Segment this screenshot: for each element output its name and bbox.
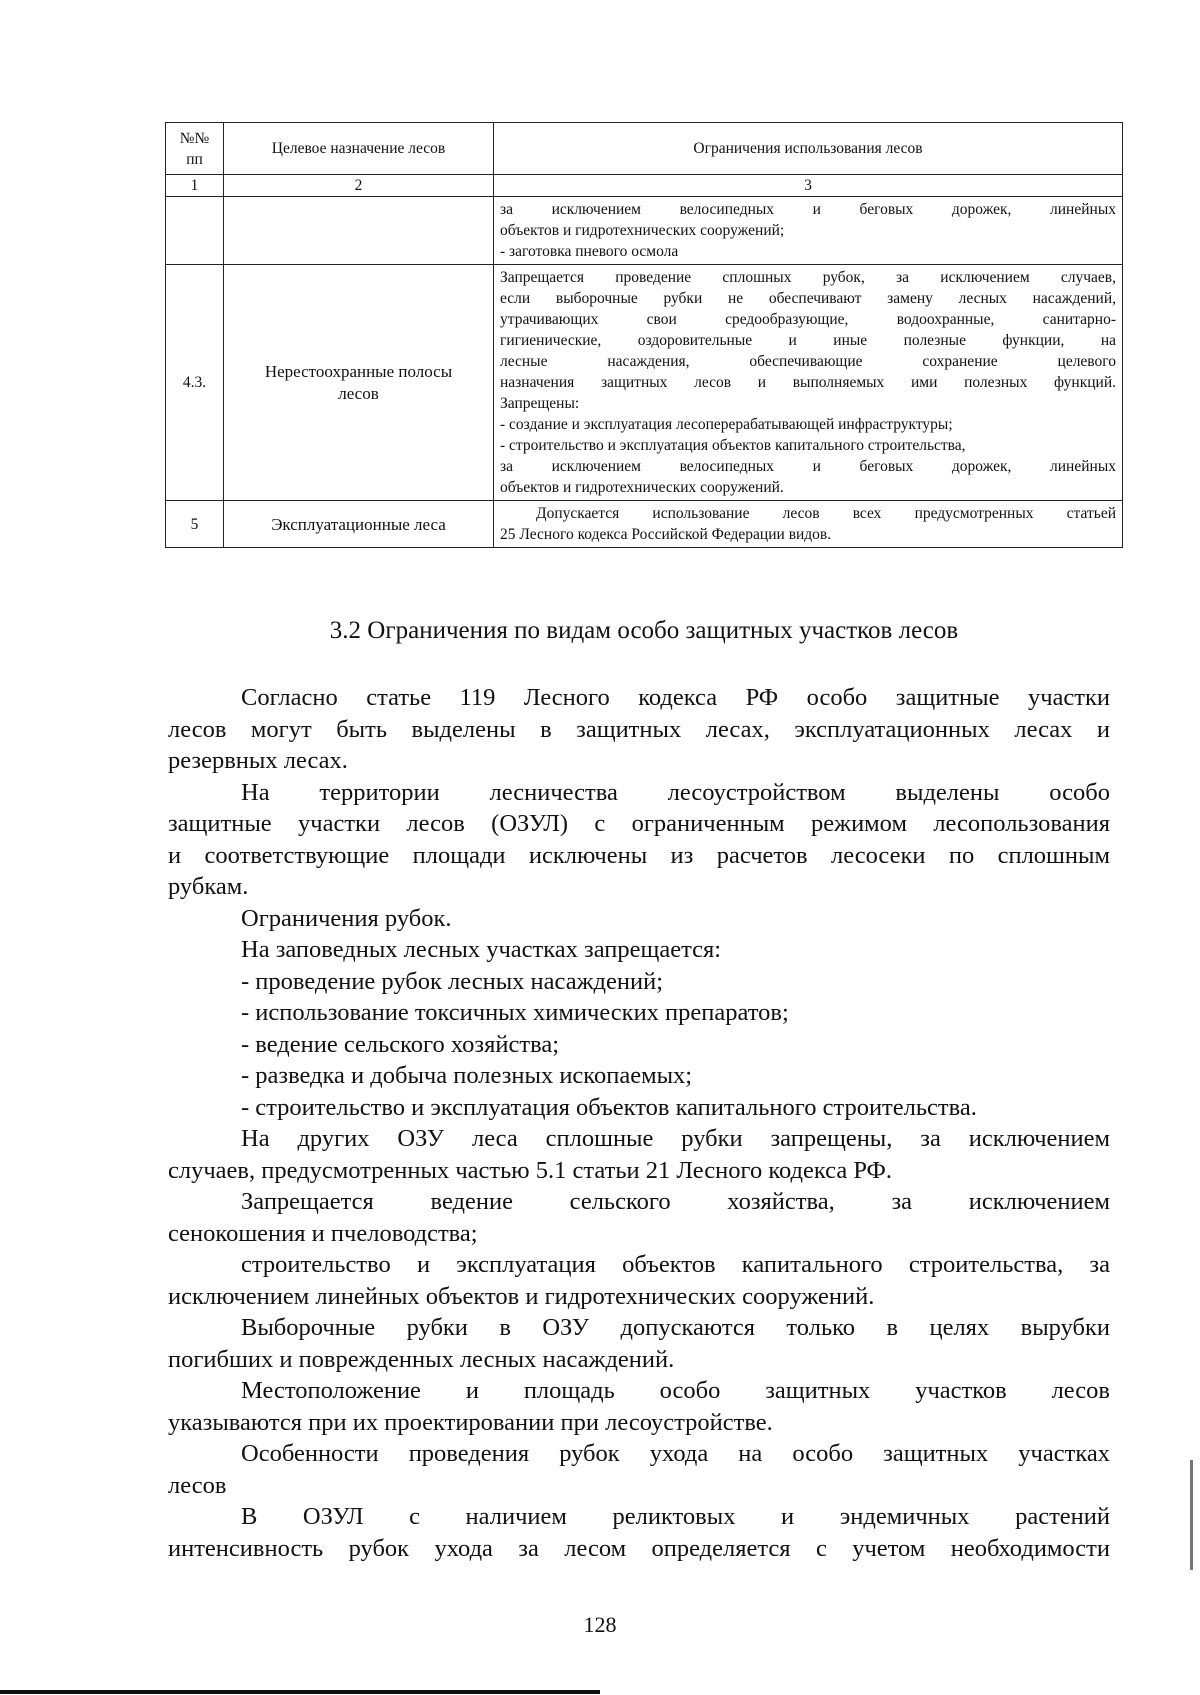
- list-item: - проведение рубок лесных насаждений;: [241, 967, 664, 995]
- limits-line: гигиенические, оздоровительные и иные полезные функции, на: [500, 332, 1116, 349]
- limits-line: - строительство и эксплуатация объектов капитального строительства,: [500, 437, 966, 454]
- text-line: Выборочные рубки в ОЗУ допускаются только в целях вырубки: [241, 1314, 1110, 1341]
- limits-line: если выборочные рубки не обеспечивают замену лесных насаждений,: [500, 290, 1116, 307]
- text-line: Местоположение и площадь особо защитных участков лесов: [241, 1377, 1110, 1404]
- limits-line: - заготовка пневого осмола: [500, 243, 679, 260]
- limits-line: объектов и гидротехнических сооружений.: [500, 479, 784, 496]
- header-num-line2: пп: [186, 150, 203, 168]
- text-line: рубкам.: [168, 873, 249, 900]
- scan-margin-mark: [1190, 1460, 1193, 1570]
- paragraph: [168, 682, 1110, 777]
- table-row: [166, 501, 1123, 548]
- text-line: интенсивность рубок ухода за лесом определяется с учетом необходимости: [168, 1534, 1110, 1562]
- limits-line: назначения защитных лесов и выполняемых ими полезных функций.: [500, 374, 1116, 391]
- paragraph: [168, 1312, 1110, 1375]
- limits-line: за исключением велосипедных и беговых дорожек, линейных: [500, 201, 1116, 218]
- text-line: Особенности проведения рубок ухода на особо защитных участках: [241, 1440, 1110, 1467]
- row-num-cell: [166, 197, 224, 265]
- list-item: - ведение сельского хозяйства;: [241, 1030, 559, 1058]
- row-num-cell: 4.3.: [166, 265, 224, 501]
- row-purpose-cell: Эксплуатационные леса: [224, 501, 494, 548]
- text-line: На заповедных лесных участках запрещается:: [241, 936, 722, 963]
- row-limits-cell: [494, 501, 1123, 548]
- body-text: [168, 682, 1110, 1564]
- text-line: На территории лесничества лесоустройством выделены особо: [241, 778, 1110, 806]
- list-item: - строительство и эксплуатация объектов капитального строительства.: [241, 1093, 977, 1121]
- row-purpose-cell: Нерестоохранные полосы лесов: [224, 265, 494, 501]
- limits-line: объектов и гидротехнических сооружений;: [500, 222, 785, 239]
- limits-line: лесные насаждения, обеспечивающие сохранение целевого: [500, 353, 1116, 370]
- limits-line: за исключением велосипедных и беговых дорожек, линейных: [500, 458, 1116, 475]
- column-number-row: [166, 175, 1123, 197]
- paragraph: [168, 1501, 1110, 1564]
- row-limits-cell: [494, 197, 1123, 265]
- text-line: лесов могут быть выделены в защитных лесах, эксплуатационных лесах и: [168, 715, 1110, 743]
- paragraph: [168, 1438, 1110, 1501]
- limits-line: - создание и эксплуатация лесоперерабатывающей инфраструктуры;: [500, 416, 953, 433]
- page-number: 128: [583, 1612, 617, 1637]
- header-purpose: Целевое назначение лесов: [224, 123, 494, 175]
- text-line: Запрещается ведение сельского хозяйства, за исключением: [241, 1188, 1110, 1215]
- header-num: [166, 123, 224, 175]
- row-purpose-cell: [224, 197, 494, 265]
- paragraph: [168, 903, 1110, 935]
- text-line: и соответствующие площади исключены из расчетов лесосеки по сплошным: [168, 841, 1110, 869]
- text-line: резервных лесах.: [168, 747, 348, 774]
- limits-line: Запрещены:: [500, 395, 580, 412]
- paragraph: [168, 934, 1110, 966]
- paragraph: [168, 777, 1110, 903]
- scan-bottom-edge: [0, 1690, 600, 1694]
- table-header-row: [166, 123, 1123, 175]
- text-line: сенокошения и пчеловодства;: [168, 1219, 478, 1247]
- paragraph: [168, 1375, 1110, 1438]
- text-line: защитные участки лесов (ОЗУЛ) с ограниченным режимом лесопользования: [168, 810, 1110, 837]
- paragraph: [168, 1249, 1110, 1312]
- bullet-list: [168, 966, 1110, 1124]
- table-row: [166, 265, 1123, 501]
- text-line: строительство и эксплуатация объектов капитального строительства, за: [241, 1251, 1110, 1278]
- table-row: [166, 197, 1123, 265]
- text-line: указываются при их проектировании при лесоустройстве.: [168, 1408, 773, 1436]
- text-line: На других ОЗУ леса сплошные рубки запрещены, за исключением: [241, 1125, 1110, 1152]
- list-item: - разведка и добыча полезных ископаемых;: [241, 1062, 693, 1089]
- text-line: Согласно статье 119 Лесного кодекса РФ особо защитные участки: [241, 684, 1110, 711]
- text-line: погибших и поврежденных лесных насаждений.: [168, 1345, 675, 1373]
- limits-line: Запрещается проведение сплошных рубок, за исключением случаев,: [500, 269, 1116, 286]
- column-number-1: 1: [166, 175, 224, 197]
- limits-line: 25 Лесного кодекса Российской Федерации видов.: [500, 526, 832, 543]
- limits-line: Допускается использование лесов всех предусмотренных статьей: [536, 505, 1116, 522]
- row-limits-cell: [494, 265, 1123, 501]
- column-number-2: 2: [224, 175, 494, 197]
- limits-line: утрачивающих свои средообразующие, водоохранные, санитарно-: [500, 311, 1116, 328]
- list-item: - использование токсичных химических препаратов;: [241, 999, 789, 1026]
- text-line: В ОЗУЛ с наличием реликтовых и эндемичных растений: [241, 1503, 1110, 1530]
- paragraph: [168, 1123, 1110, 1186]
- column-number-3: 3: [494, 175, 1123, 197]
- text-line: исключением линейных объектов и гидротехнических сооружений.: [168, 1282, 875, 1310]
- paragraph: [168, 1186, 1110, 1249]
- header-limits: Ограничения использования лесов: [494, 123, 1123, 175]
- section-heading: 3.2 Ограничения по видам особо защитных участков лесов: [329, 617, 959, 644]
- text-line: Ограничения рубок.: [241, 904, 452, 932]
- header-num-line1: №№: [179, 129, 210, 147]
- forest-use-limits-table: [165, 122, 1123, 548]
- row-num-cell: 5: [166, 501, 224, 548]
- text-line: лесов: [168, 1471, 227, 1499]
- text-line: случаев, предусмотренных частью 5.1 статьи 21 Лесного кодекса РФ.: [168, 1156, 893, 1184]
